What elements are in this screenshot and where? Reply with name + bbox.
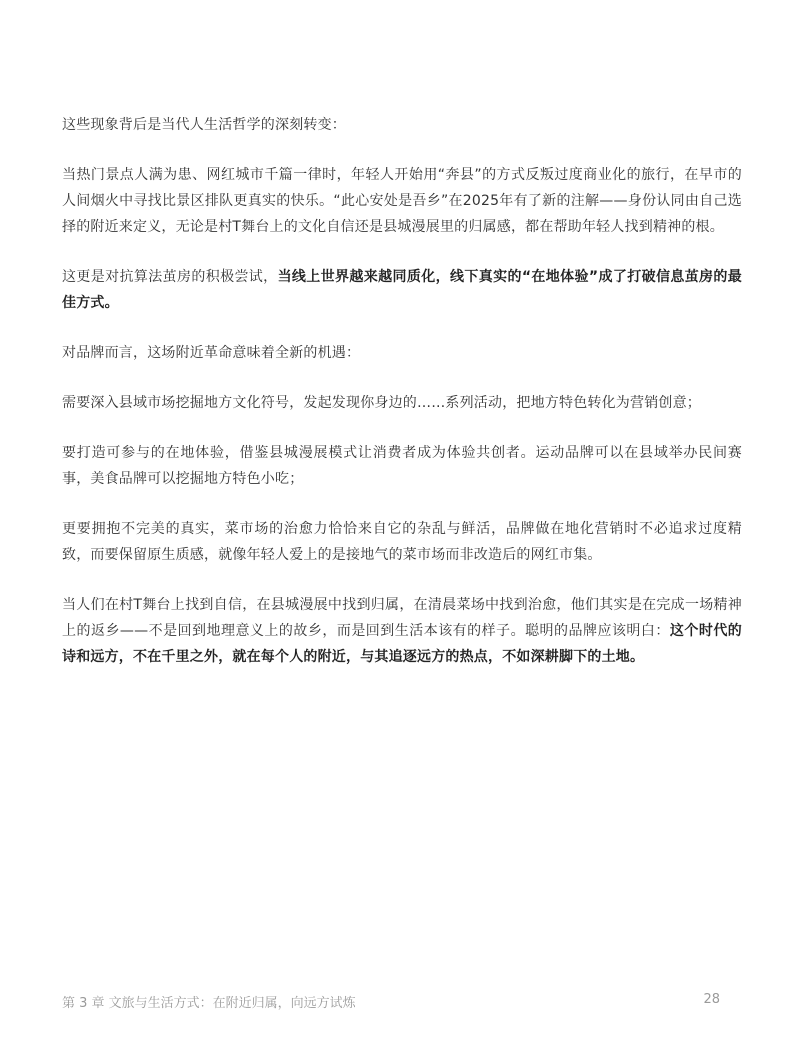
paragraph-algorithm-cocoon [62,264,742,316]
chapter-title: 第 3 章 文旅与生活方式：在附近归属，向远方试炼 [62,996,356,1011]
paragraph-text: 当人们在村T舞台上找到自信，在县城漫展中找到归属，在清晨菜场中找到治愈，他们其实是在完成一场精神上的返乡——不是回到地理意义上的故乡，而是回到生活本该有的样子。聪明的品牌应该明白： [62,597,742,639]
paragraph-imperfect-reality: 更要拥抱不完美的真实，菜市场的治愈力恰恰来自它的杂乱与鲜活，品牌做在地化营销时不必追求过度精致，而要保留原生质感，就像年轻人爱上的是接地气的菜市场而非改造后的网红市集。 [62,521,742,563]
page-footer [62,992,720,1012]
paragraph-intro: 这些现象背后是当代人生活哲学的深刻转变： [62,117,346,133]
bold-emphasis: 当线上世界越来越同质化，线下真实的“在地体验”成了打破信息茧房的最佳方式。 [62,269,742,311]
paragraph-text: 这更是对抗算法茧房的积极尝试， [62,269,278,285]
bold-emphasis: 这个时代的诗和远方，不在千里之外，就在每个人的附近，与其追逐远方的热点，不如深耕脚下的土地。 [62,623,742,665]
paragraph-local-experience: 要打造可参与的在地体验，借鉴县城漫展模式让消费者成为体验共创者。运动品牌可以在县域举办民间赛事，美食品牌可以挖掘地方特色小吃； [62,445,742,487]
document-body [62,112,742,670]
page-number: 28 [703,992,720,1007]
paragraph-brand-opportunity: 对品牌而言，这场附近革命意味着全新的机遇： [62,345,361,361]
paragraph-conclusion [62,592,742,670]
paragraph-county-market: 需要深入县域市场挖掘地方文化符号，发起发现你身边的……系列活动，把地方特色转化为营销创意； [62,395,701,411]
paragraph-county-travel: 当热门景点人满为患、网红城市千篇一律时，年轻人开始用“奔县”的方式反叛过度商业化的旅行，在早市的人间烟火中寻找比景区排队更真实的快乐。“此心安处是吾乡”在2025年有了新的注解——身份认同由自己选择的附近来定义，无论是村T舞台上的文化自信还是县城漫展里的归属感，都在帮助年轻人找到精神的根。 [62,167,742,235]
